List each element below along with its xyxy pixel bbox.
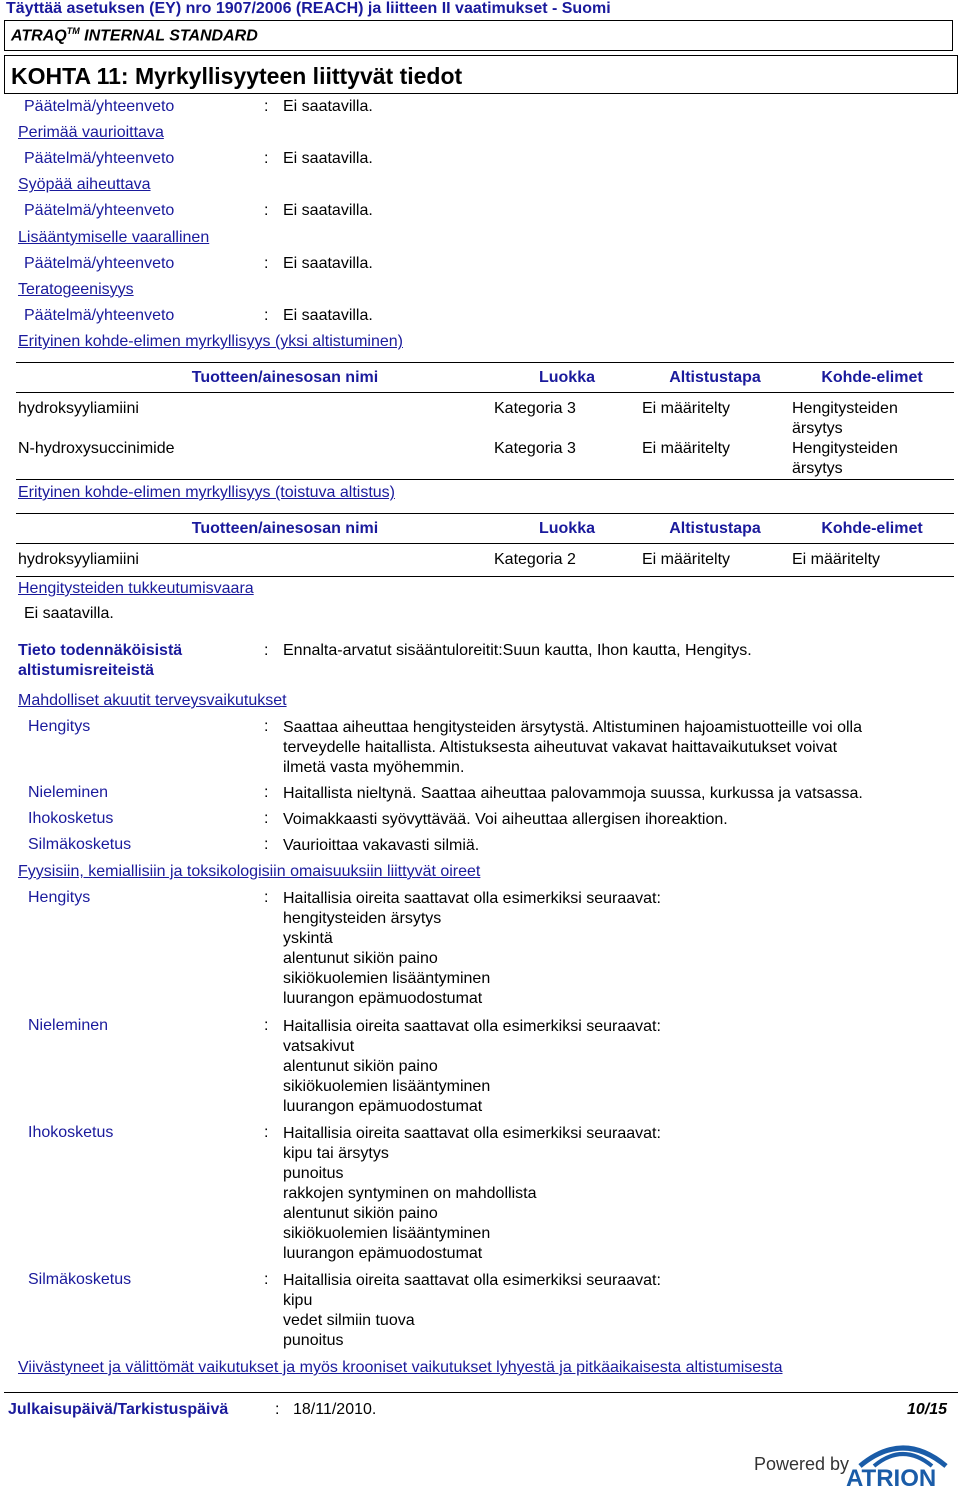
- stot-single-table: [16, 362, 954, 480]
- column-header: Kohde-elimet: [790, 514, 954, 544]
- page-number: 10/15: [907, 1401, 948, 1418]
- acute-text: [283, 784, 863, 804]
- summary-value: Ei saatavilla.: [283, 254, 373, 272]
- table-cell: Ei määritelty: [640, 544, 790, 577]
- acute-label: Hengitys: [28, 718, 91, 735]
- column-header: Tuotteen/ainesosan nimi: [16, 363, 494, 393]
- aspiration-heading: Hengitysteiden tukkeutumisvaara: [18, 580, 254, 597]
- symptom-list: [283, 889, 661, 1009]
- acute-line: terveydelle haitallista. Altistuksesta aiheutuvat vakavat haittavaikutukset voivat: [283, 739, 838, 756]
- table-row: [16, 544, 954, 577]
- symptom-label: Ihokosketus: [28, 1124, 114, 1141]
- symptom-list: [283, 1124, 661, 1264]
- summary-value: Ei saatavilla.: [283, 98, 373, 115]
- regulation-header: Täyttää asetuksen (EY) nro 1907/2006 (REACH) ja liitteen II vaatimukset - Suomi: [6, 0, 611, 17]
- column-header: Altistustapa: [640, 363, 790, 393]
- symptom-line: luurangon epämuodostumat: [283, 990, 483, 1007]
- section-title-box: [4, 55, 958, 94]
- acute-label: Ihokosketus: [28, 810, 114, 827]
- summary-heading: Lisääntymiselle vaarallinen: [18, 228, 210, 246]
- acute-colon: :: [264, 810, 269, 827]
- symptom-label: Nieleminen: [28, 1017, 109, 1034]
- table-cell: N-hydroxysuccinimide: [16, 439, 494, 480]
- summary-heading: Syöpää aiheuttava: [18, 176, 151, 194]
- symptom-line: alentunut sikiön paino: [283, 1058, 438, 1075]
- acute-line: Voimakkaasti syövyttävää. Voi aiheuttaa allergisen ihoreaktion.: [283, 811, 728, 828]
- atrion-logo: ATRION: [846, 1465, 937, 1492]
- symptom-line: Haitallisia oireita saattavat olla esimerkiksi seuraavat:: [283, 1125, 661, 1142]
- table-cell: Kategoria 3: [494, 439, 640, 480]
- summary-label: Päätelmä/yhteenveto: [24, 202, 175, 220]
- symptom-line: alentunut sikiön paino: [283, 1205, 438, 1222]
- routes-colon: :: [264, 642, 269, 659]
- summary-heading: Teratogeenisyys: [18, 280, 134, 298]
- delayed-heading: Viivästyneet ja välittömät vaikutukset ja myös krooniset vaikutukset lyhyestä ja pitkäaikaisesta altistumisesta: [18, 1359, 783, 1376]
- symptom-line: Haitallisia oireita saattavat olla esimerkiksi seuraavat:: [283, 1018, 661, 1035]
- acute-colon: :: [264, 836, 269, 853]
- footer-divider: [4, 1392, 958, 1393]
- stot-single-heading: Erityinen kohde-elimen myrkyllisyys (yksi altistuminen): [18, 333, 403, 350]
- summary-label: Päätelmä/yhteenveto: [24, 150, 175, 168]
- symptom-colon: :: [264, 1017, 269, 1034]
- symptom-list: [283, 1017, 661, 1117]
- column-header: Altistustapa: [640, 514, 790, 544]
- symptom-colon: :: [264, 1124, 269, 1141]
- footer-colon: :: [275, 1401, 280, 1418]
- symptom-line: sikiökuolemien lisääntyminen: [283, 1225, 491, 1242]
- table-cell: Hengitysteiden ärsytys: [792, 400, 898, 437]
- footer-date-label: Julkaisupäivä/Tarkistuspäivä: [8, 1401, 229, 1418]
- symptom-label: Hengitys: [28, 889, 91, 906]
- table-cell: hydroksyyliamiini: [16, 544, 494, 577]
- symptom-line: kipu: [283, 1292, 313, 1309]
- acute-text: [283, 810, 728, 830]
- summary-colon: :: [264, 150, 269, 168]
- symptoms-heading: Fyysisiin, kemiallisiin ja toksikologisiin omaisuuksiin liittyvät oireet: [18, 863, 481, 880]
- summary-colon: :: [264, 306, 269, 324]
- summary-value: Ei saatavilla.: [283, 202, 373, 220]
- table-cell: Ei määritelty: [642, 400, 731, 417]
- acute-text: [283, 718, 862, 778]
- symptom-line: luurangon epämuodostumat: [283, 1098, 483, 1115]
- symptom-line: Haitallisia oireita saattavat olla esimerkiksi seuraavat:: [283, 1272, 661, 1289]
- table-cell: Hengitysteiden ärsytys: [790, 439, 954, 480]
- acute-colon: :: [264, 718, 269, 735]
- acute-colon: :: [264, 784, 269, 801]
- stot-repeated-heading: Erityinen kohde-elimen myrkyllisyys (toistuva altistus): [18, 484, 395, 501]
- summary-label: Päätelmä/yhteenveto: [24, 306, 175, 324]
- routes-label-2: altistumisreiteistä: [18, 662, 155, 679]
- column-header: Kohde-elimet: [790, 363, 954, 393]
- symptom-line: yskintä: [283, 930, 333, 947]
- routes-value: Ennalta-arvatut sisääntuloreitit:Suun kautta, Ihon kautta, Hengitys.: [283, 642, 752, 659]
- symptom-colon: :: [264, 889, 269, 906]
- acute-heading: Mahdolliset akuutit terveysvaikutukset: [18, 692, 287, 709]
- footer-date-value: 18/11/2010.: [293, 1401, 377, 1418]
- symptom-line: punoitus: [283, 1332, 344, 1349]
- column-header: Tuotteen/ainesosan nimi: [16, 514, 494, 544]
- acute-line: Haitallista nieltynä. Saattaa aiheuttaa palovammoja suussa, kurkussa ja vatsassa.: [283, 785, 863, 802]
- section-title: KOHTA 11: Myrkyllisyyteen liittyvät tiedot: [11, 63, 463, 89]
- acute-text: [283, 836, 479, 856]
- symptom-line: vedet silmiin tuova: [283, 1312, 415, 1329]
- atrion-logo-arc-icon: [858, 1438, 948, 1468]
- symptom-line: punoitus: [283, 1165, 344, 1182]
- symptom-line: rakkojen syntyminen on mahdollista: [283, 1185, 537, 1202]
- symptom-line: sikiökuolemien lisääntyminen: [283, 1078, 491, 1095]
- table-row: [16, 439, 954, 480]
- table-cell: Kategoria 3: [494, 400, 576, 417]
- symptom-line: sikiökuolemien lisääntyminen: [283, 970, 491, 987]
- acute-line: ilmetä vasta myöhemmin.: [283, 759, 465, 776]
- aspiration-value: Ei saatavilla.: [24, 605, 114, 622]
- symptom-line: vatsakivut: [283, 1038, 355, 1055]
- column-header: Luokka: [494, 363, 640, 393]
- column-header: Luokka: [494, 514, 640, 544]
- symptom-label: Silmäkosketus: [28, 1271, 132, 1288]
- routes-label-1: Tieto todennäköisistä: [18, 642, 183, 659]
- summary-heading: Perimää vaurioittava: [18, 124, 164, 142]
- summary-colon: :: [264, 98, 269, 115]
- symptom-line: kipu tai ärsytys: [283, 1145, 389, 1162]
- summary-colon: :: [264, 254, 269, 272]
- standard-title: ATRAQ™ INTERNAL STANDARD: [11, 26, 258, 45]
- table-cell: hydroksyyliamiini: [18, 400, 139, 417]
- table-cell: Ei määritelty: [790, 544, 954, 577]
- acute-label: Nieleminen: [28, 784, 109, 801]
- table-cell: Kategoria 2: [494, 544, 640, 577]
- summary-label: Päätelmä/yhteenveto: [24, 254, 175, 272]
- summary-colon: :: [264, 202, 269, 220]
- standard-box: [4, 20, 953, 51]
- summary-label: Päätelmä/yhteenveto: [24, 98, 175, 115]
- stot-repeated-table: [16, 513, 954, 577]
- acute-line: Saattaa aiheuttaa hengitysteiden ärsytystä. Altistuminen hajoamistuotteille voi olla: [283, 719, 863, 736]
- table-header-row: [16, 363, 954, 393]
- acute-line: Vaurioittaa vakavasti silmiä.: [283, 837, 480, 854]
- powered-by-text: Powered by: [754, 1454, 850, 1474]
- table-cell: Ei määritelty: [640, 439, 790, 480]
- symptom-list: [283, 1271, 661, 1351]
- summary-value: Ei saatavilla.: [283, 150, 373, 168]
- symptom-line: luurangon epämuodostumat: [283, 1245, 483, 1262]
- symptom-line: hengitysteiden ärsytys: [283, 910, 442, 927]
- symptom-line: alentunut sikiön paino: [283, 950, 438, 967]
- table-header-row: [16, 514, 954, 544]
- table-row: [16, 393, 954, 440]
- summary-value: Ei saatavilla.: [283, 306, 373, 324]
- symptom-line: Haitallisia oireita saattavat olla esimerkiksi seuraavat:: [283, 890, 661, 907]
- acute-label: Silmäkosketus: [28, 836, 132, 853]
- symptom-colon: :: [264, 1271, 269, 1288]
